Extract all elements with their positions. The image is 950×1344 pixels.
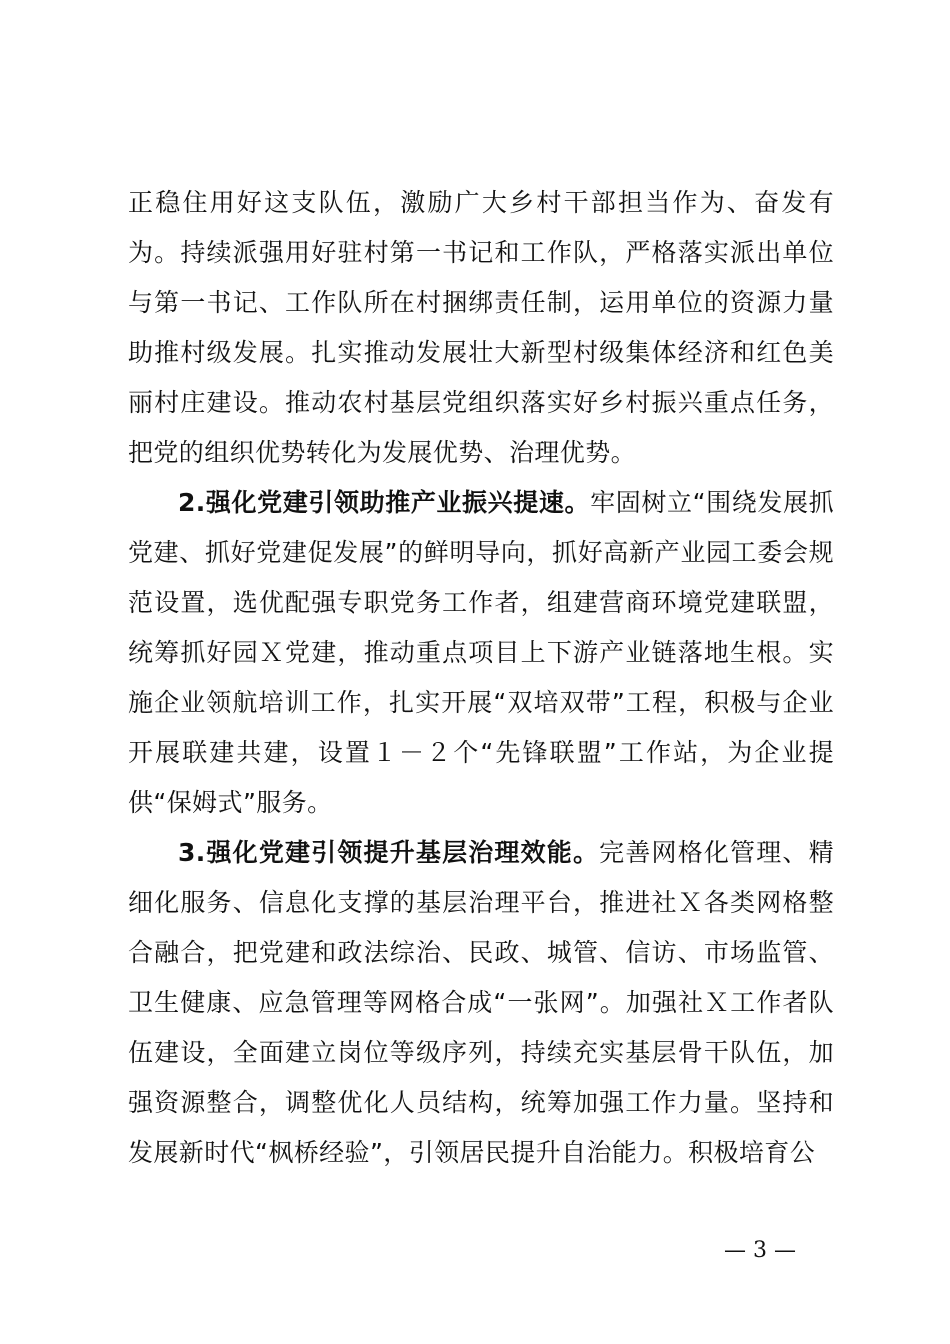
- paragraph-text: 牢固树立“围绕发展抓党建、抓好党建促发展”的鲜明导向，抓好高新产业园工委会规范设置，选优配强专职党务工作者，组建营商环境党建联盟，统筹抓好园Ｘ党建，推动重点项目上下游产业链落地生根。实施企业领航培训工作，扎实开展“双培双带”工程，积极与企业开展联建共建，设置１－２个“先锋联盟”工作站，为企业提供“保姆式”服务。: [128, 488, 835, 817]
- page-number: — 3 —: [724, 1238, 796, 1263]
- paragraph-continuation: [128, 178, 834, 478]
- paragraph-text: 正稳住用好这支队伍，激励广大乡村干部担当作为、奋发有为。持续派强用好驻村第一书记和工作队，严格落实派出单位与第一书记、工作队所在村捆绑责任制，运用单位的资源力量助推村级发展。扎实推动发展壮大新型村级集体经济和红色美丽村庄建设。推动农村基层党组织落实好乡村振兴重点任务，把党的组织优势转化为发展优势、治理优势。: [128, 188, 834, 467]
- paragraph-industry-revitalization: [128, 478, 834, 828]
- paragraph-grassroots-governance: [128, 828, 834, 1178]
- paragraph-heading: 3.强化党建引领提升基层治理效能。: [178, 838, 600, 867]
- paragraph-heading: 2.强化党建引领助推产业振兴提速。: [178, 488, 591, 517]
- paragraph-text: 完善网格化管理、精细化服务、信息化支撑的基层治理平台，推进社Ｘ各类网格整合融合，把党建和政法综治、民政、城管、信访、市场监管、卫生健康、应急管理等网格合成“一张网”。加强社Ｘ工作者队伍建设，全面建立岗位等级序列，持续充实基层骨干队伍，加强资源整合，调整优化人员结构，统筹加强工作力量。坚持和发展新时代“枫桥经验”，引领居民提升自治能力。积极培育公: [128, 838, 834, 1167]
- body-text: [128, 178, 834, 1178]
